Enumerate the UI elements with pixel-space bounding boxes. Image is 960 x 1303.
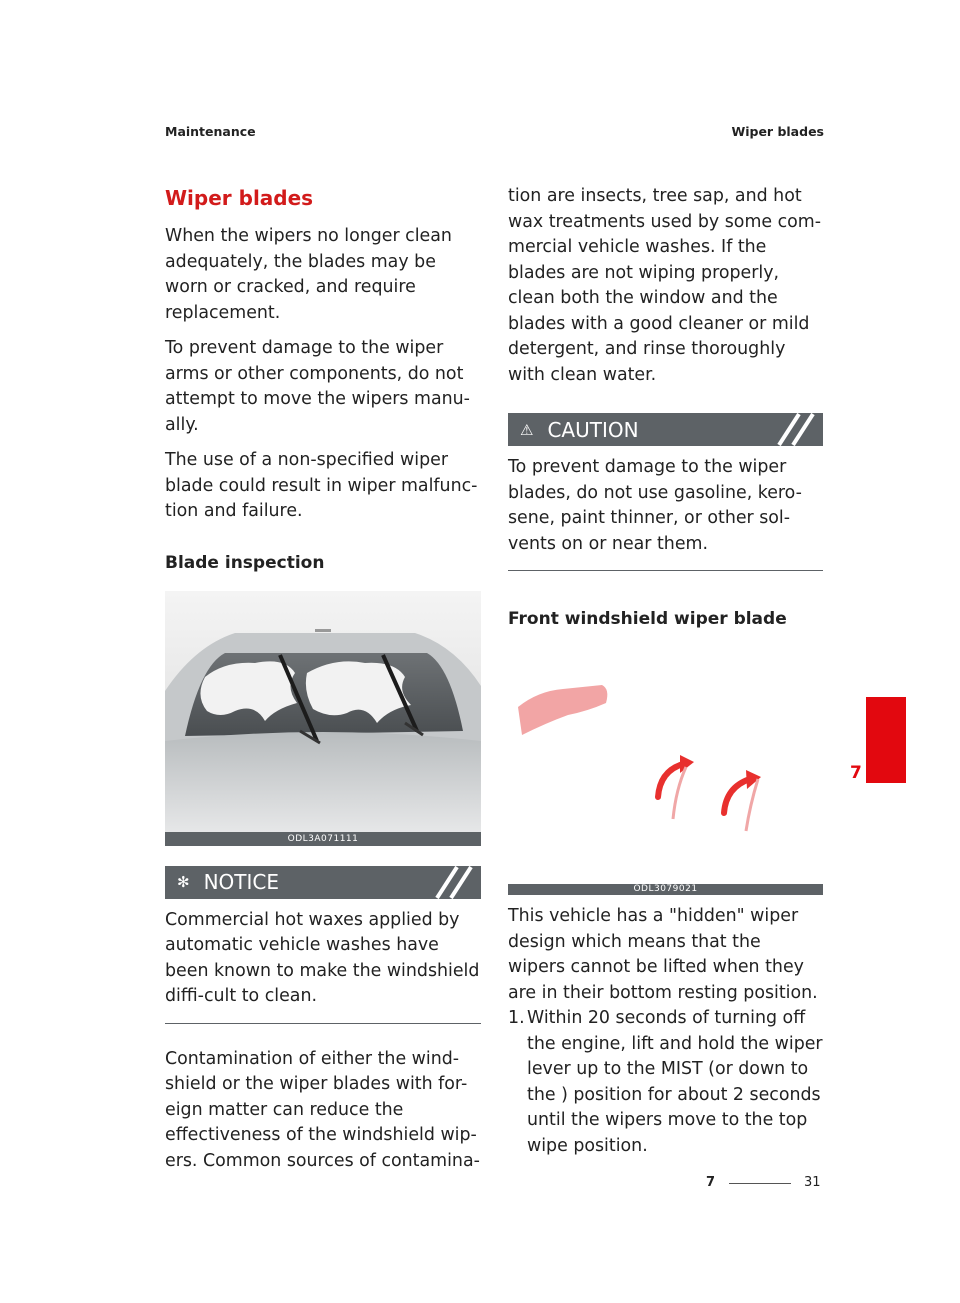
section-title: Wiper blades [165, 186, 314, 210]
gear-icon: ✻ [177, 873, 190, 891]
footer-page-number: 31 [804, 1175, 821, 1190]
caution-header [508, 413, 823, 446]
caution-text: To prevent damage to the wiper blades, do not use gasoline, kero-sene, paint thinner, or other sol-vents on or near them. [508, 457, 802, 554]
step-number: 1. [508, 1008, 525, 1028]
figure-code: ODL3A071111 [165, 832, 481, 846]
paragraph: To prevent damage to the wiper arms or other components, do not attempt to move the wipers manu-ally. [165, 338, 470, 435]
chapter-tab-number: 7 [850, 763, 862, 783]
paragraph: When the wipers no longer clean adequately, the blades may be worn or cracked, and require replacement. [165, 226, 452, 323]
paragraph: Contamination of either the wind-shield or the wiper blades with for-eign matter can reduce the effectiveness of the windshield wip-ers. Common sources of contamina- [165, 1048, 480, 1171]
caution-title: CAUTION [547, 417, 639, 442]
notice-title: NOTICE [203, 870, 279, 894]
footer-divider [729, 1183, 791, 1184]
subheading-blade-inspection: Blade inspection [165, 552, 325, 573]
right-column [508, 180, 823, 1159]
double-slash-icon [773, 413, 817, 446]
left-column [165, 180, 481, 1184]
step-text: Within 20 seconds of turning off the engine, lift and hold the wiper lever up to the MIST (or down to the ) position for about 2 seconds until the wipers move to the top wipe position. [527, 1008, 823, 1156]
notice-header [165, 866, 481, 899]
notice-divider [165, 1023, 481, 1024]
double-slash-icon [431, 866, 475, 899]
notice-text: Commercial hot waxes applied by automatic vehicle washes have been known to make the windshield diffi-cult to clean. [165, 909, 480, 1006]
chapter-tab [866, 697, 906, 783]
list-item [508, 1006, 823, 1159]
caution-divider [508, 570, 823, 571]
running-header-section: Maintenance [165, 124, 256, 139]
figure-code: ODL3079021 [508, 884, 823, 895]
footer-chapter: 7 [706, 1175, 716, 1190]
warning-triangle-icon: ⚠ [520, 420, 534, 439]
wiper-lever-illustration [508, 639, 823, 884]
steps-list [508, 1006, 823, 1159]
subheading-front-wiper: Front windshield wiper blade [508, 609, 787, 629]
paragraph: This vehicle has a "hidden" wiper design which means that the wipers cannot be lifted when they are in their bottom resting position. [508, 906, 818, 1003]
paragraph: tion are insects, tree sap, and hot wax treatments used by some com-mercial vehicle washes. If the blades are not wiping properly, clean both the window and the blades with a good cleaner or mild detergent, and rinse thoroughly with clean water. [508, 186, 822, 385]
windshield-illustration [165, 591, 481, 832]
figure-blade-inspection [165, 591, 481, 846]
running-header-topic: Wiper blades [731, 124, 824, 139]
figure-front-wiper [508, 639, 823, 895]
paragraph: The use of a non-specified wiper blade could result in wiper malfunc-tion and failure. [165, 450, 478, 521]
